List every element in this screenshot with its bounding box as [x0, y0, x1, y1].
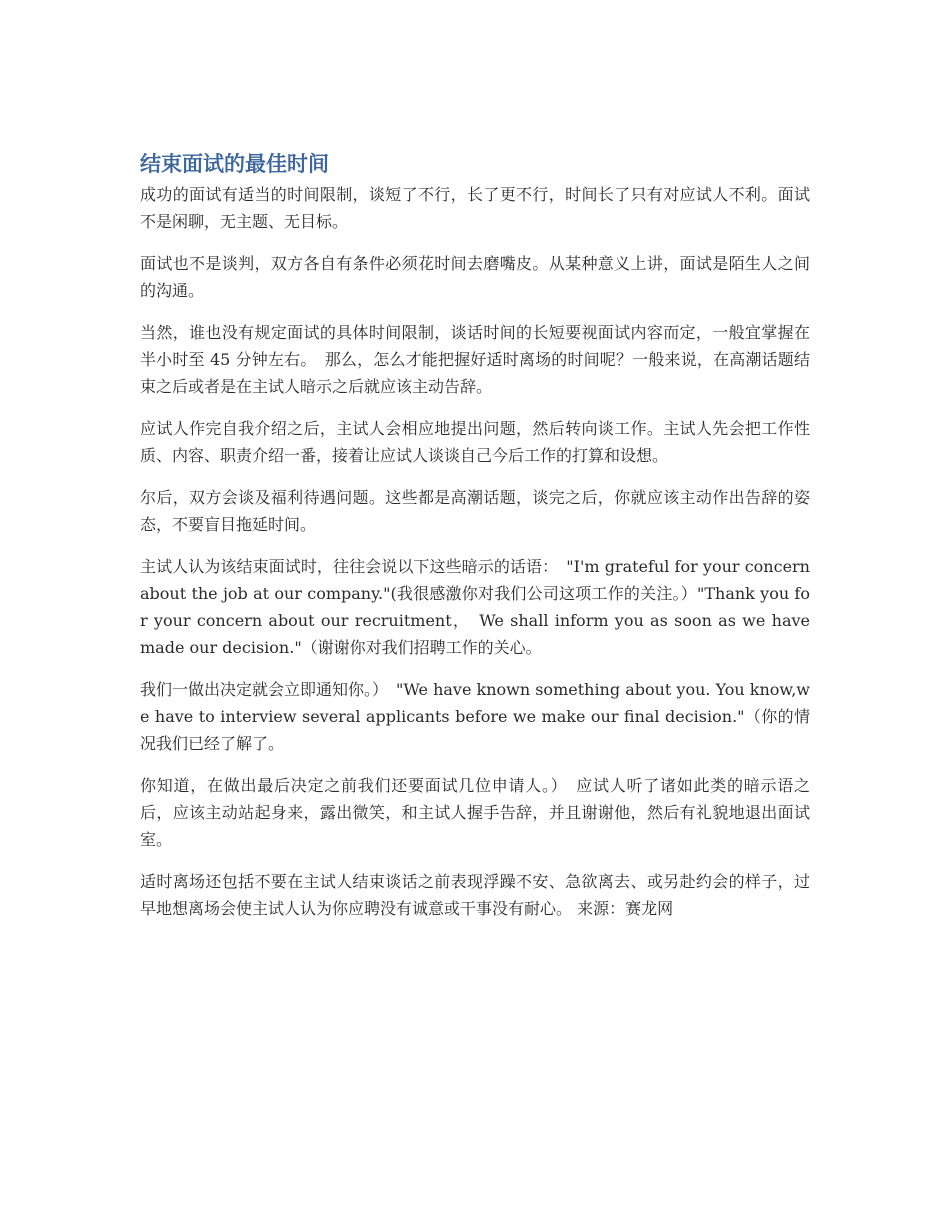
paragraph-6: 主试人认为该结束面试时，往往会说以下这些暗示的话语： "I'm grateful for your concern about the job at our company."(我很感激你对我们公司这项工作的关注。）"Thank you for your concern about our recruitment， We shall inform you as soon as we have made our decision."（谢谢你对我们招聘工作的关心。: [140, 557, 810, 657]
paragraph-9: 适时离场还包括不要在主试人结束谈话之前表现浮躁不安、急欲离去、或另赴约会的样子，过早地想离场会使主试人认为你应聘没有诚意或干事没有耐心。 来源：赛龙网: [140, 872, 810, 918]
paragraph-4: 应试人作完自我介绍之后，主试人会相应地提出问题，然后转向谈工作。主试人先会把工作性质、内容、职责介绍一番，接着让应试人谈谈自己今后工作的打算和设想。: [140, 419, 810, 465]
paragraph-8: 你知道，在做出最后决定之前我们还要面试几位申请人。） 应试人听了诸如此类的暗示语之后，应该主动站起身来，露出微笑，和主试人握手告辞，并且谢谢他，然后有礼貌地退出面试室。: [140, 776, 810, 849]
paragraph-3: 当然，谁也没有规定面试的具体时间限制，谈话时间的长短要视面试内容而定，一般宜掌握在半小时至 45 分钟左右。 那么，怎么才能把握好适时离场的时间呢？一般来说，在高潮话题结束之后或者是在主试人暗示之后就应该主动告辞。: [140, 323, 810, 396]
document-body: [140, 148, 810, 937]
document-title: 结束面试的最佳时间: [140, 152, 329, 176]
paragraph-1: 成功的面试有适当的时间限制，谈短了不行，长了更不行，时间长了只有对应试人不利。面试不是闲聊，无主题、无目标。: [140, 185, 810, 231]
paragraph-2: 面试也不是谈判，双方各自有条件必须花时间去磨嘴皮。从某种意义上讲，面试是陌生人之间的沟通。: [140, 254, 810, 300]
paragraph-7: 我们一做出决定就会立即通知你。） "We have known something about you. You know,we have to interview several applicants before we make our final decision."（你的情况我们已经了解了。: [140, 680, 810, 753]
paragraph-5: 尔后，双方会谈及福利待遇问题。这些都是高潮话题，谈完之后，你就应该主动作出告辞的姿态，不要盲目拖延时间。: [140, 488, 810, 534]
